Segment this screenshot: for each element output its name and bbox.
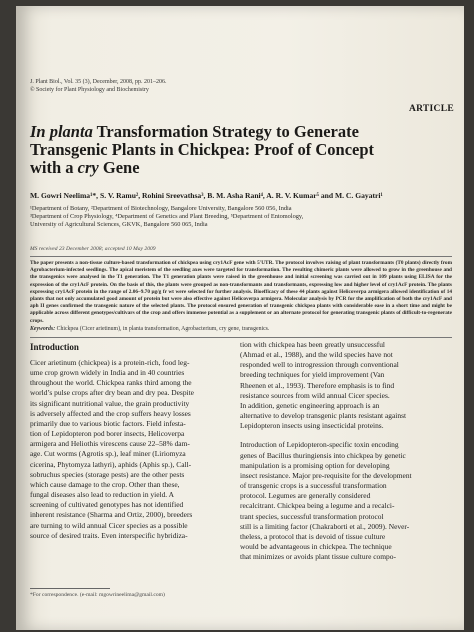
affiliation-line: University of Agricultural Sciences, GKVK, Bangalore 560 065, India (30, 221, 208, 228)
text-line: theless, a protocol that is devoid of tissue culture (240, 531, 386, 541)
text-line: Cicer arietinum (chickpea) is a protein-rich, food leg- (30, 358, 190, 367)
text-line: tion with chickpea has been greatly unsuccessful (240, 340, 385, 349)
text-line: ume crop grown widely in India and in 40 countries (30, 368, 185, 378)
text-line: primarily due to various biotic factors. Field infesta- (30, 418, 186, 428)
text-line: Lepidopteron insects using insecticidal proteins. (240, 421, 384, 431)
text-line: fungal diseases also lead to reduction in yield. A (30, 490, 174, 500)
correspondence-footnote: *For correspondence. (e-mail: mgowrineelima@gmail.com) (30, 592, 165, 598)
text-line: age. Cut worms (Agrotis sp.), leaf miner (Liriomyza (30, 449, 186, 459)
text-line: breeding techniques for yield improvement (Van (240, 370, 385, 380)
affiliation-line: ³Department of Crop Physiology, ⁴Department of Genetics and Plant Breeding, ⁵Department of Entomology, (30, 213, 304, 220)
text-line: Rheenen et al., 1993). Therefore emphasis is to find (240, 380, 395, 390)
text-line: responded well to introgression through conventional (240, 360, 399, 370)
keywords-label: Keywords: (30, 326, 56, 332)
text-line: cicerina, Phytomyza lathyri), aphids (Aphis sp.), Call- (30, 459, 192, 469)
text-line: throughout the world. Chickpea ranks third among the (30, 378, 192, 388)
received-date: MS received 23 December 2008; accepted 10 May 2009 (30, 246, 156, 252)
text-line: is adversely affected and the crop suffers heavy losses (30, 408, 191, 418)
abstract: The paper presents a non-tissue culture-based transformation of chickpea using cry1AcF gene with 5′UTR. The protocol involves raising of plant transformants (T0 plants) directly from Agrobacterium-infected seedlings. The apical meristem of the seedling axes were targeted for transformation. The resulting chimeric plants were allowed to grow in the greenhouse and the transgenics were analysed in the T1 generation. The T1 generation plants were raised in the greenhouse and initial screening was carried out in 109 plants using ELISA for the expression of the cry1AcF protein. On the basis of this, the plants were grouped as non-transformants and transformants, expressing low and higher level of cry1AcF protein. The plants expressing cry1AcF protein in the range of 2.06–9.70 µg/g fr wt were selected for further analysis. Bioefficacy of these 44 plants against Helicoverpa armigera allowed identification of 14 plants that not only accumulated good amount of protein but were also effective against Helicoverpa armigera. Molecular analysis by PCR for the amplification of both the cry1AcF and aph II genes confirmed the transgenic nature of the selected plants. The protocol ensured generation of transgenic chickpea plants with considerable ease in a short time and might be applicable across different genotypes/cultivars of the crop and offers immense potential as a supplement or an alternate protocol for generating transgenic plants of difficult-to-regenerate crops. (30, 260, 452, 324)
journal-society: © Society for Plant Physiology and Biochemistry (30, 86, 149, 93)
text-line: source of desired traits. Even interspecific hybridiza- (30, 530, 188, 540)
text-line: insect resistance. Major pre-requisite for the development (240, 470, 412, 480)
text-line: trant species, successful transformation protocol (240, 511, 384, 521)
divider-top (30, 256, 452, 257)
text-line: sobruchus species (storage pests) are the other pests (30, 469, 185, 479)
text-line: recalcitrant. Chickpea being a legume and a recalci- (240, 501, 395, 511)
affiliation-line: ¹Department of Botany, ²Department of Biotechnology, Bangalore University, Bangalore 560 056, India (30, 205, 292, 212)
text-line: world’s pulse crops after dry bean and dry pea. Despite (30, 388, 194, 398)
text-line: would be advantageous in chickpea. The technique (240, 541, 392, 551)
text-line: alternative to develop transgenic plants resistant against (240, 411, 407, 421)
journal-citation: J. Plant Biol., Vol. 35 (3), December, 2008, pp. 201–206. (30, 79, 167, 85)
title-line2: Transgenic Plants in Chickpea: Proof of Concept (30, 140, 375, 159)
text-line: (Ahmad et al., 1988), and the wild species have not (240, 350, 393, 360)
text-line: of transgenic crops is a successful transformation (240, 481, 387, 491)
article-type-label: ARTICLE (408, 104, 454, 114)
author-list: M. Gowri Neelima¹*, S. V. Ramu², Rohini Sreevathsa³, B. M. Asha Rani⁴, A. R. V. Kumar⁵ and M. C. Gayatri¹ (30, 191, 383, 200)
journal-page (16, 6, 464, 630)
title-line3-pre: with a (30, 158, 78, 177)
footnote-rule (30, 588, 110, 589)
text-line: screening of cultivated genotypes has not identified (30, 500, 184, 510)
text-line: resistance sources from wild annual Cicer species. (240, 390, 390, 400)
text-line: are turning to wild annual Cicer species as a possible (30, 520, 188, 530)
right-column (240, 340, 452, 562)
title-line3-post: Gene (98, 158, 140, 177)
text-line: still is a limiting factor (Chakraborti et al., 2009). Never- (240, 521, 410, 531)
text-line: inherent resistance (Sharma and Ortiz, 2000), breeders (30, 510, 193, 520)
text-line: that minimizes or avoids plant tissue culture compo- (240, 552, 396, 562)
divider-bottom (30, 337, 452, 338)
text-line: genes of Bacillus thuringiensis into chickpea by genetic (240, 450, 406, 460)
affiliations (30, 205, 450, 229)
text-line: which cause damage to the crop. Other than these, (30, 479, 180, 489)
paragraph-gap (240, 431, 452, 440)
text-line: In addition, genetic engineering approach is an (240, 400, 380, 410)
title-line3-italic: cry (77, 158, 99, 177)
keywords (30, 326, 452, 332)
text-line: Introduction of Lepidopteron-specific toxin encoding (240, 440, 399, 450)
title-italic: In planta (30, 122, 93, 141)
keywords-text: Chickpea (Cicer arietinum), in planta transformation, Agrobacterium, cry gene, transgenics. (56, 326, 270, 332)
title-line1: Transformation Strategy to Generate (92, 122, 359, 141)
text-line: armigera and Heliothis virescens cause 22–58% dam- (30, 439, 190, 449)
section-heading-introduction: Introduction (30, 342, 79, 352)
text-line: manipulation is a promising option for developing (240, 460, 390, 470)
text-line: its significant nutritional value, the grain productivity (30, 398, 190, 408)
left-column (30, 358, 226, 541)
article-title (30, 123, 450, 177)
text-line: protocol. Legumes are generally considered (240, 491, 371, 501)
text-line: tion of Lepidopteron pod borer insects, Helicoverpa (30, 429, 185, 439)
journal-header (30, 79, 167, 94)
